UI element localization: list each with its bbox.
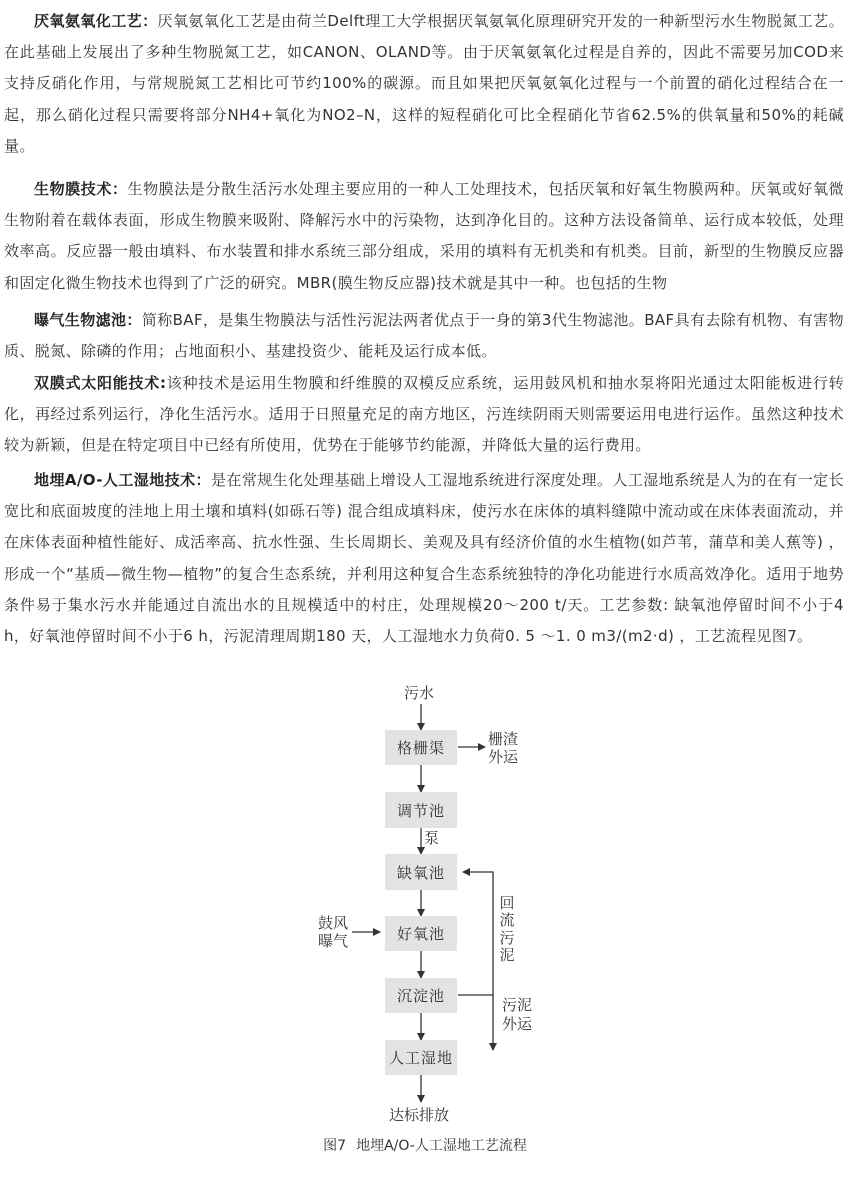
figure-number: 图7 <box>323 1138 347 1154</box>
paragraph-body: 生物膜法是分散生活污水处理主要应用的一种人工处理技术，包括厌氧和好氧生物膜两种。厌氧或好氧微生物附着在载体表面，形成生物膜来吸附、降解污水中的污染物，达到净化目的。这种方法设备简单、运行成本较低，处理效率高。反应器一般由填料、布水装置和排水系统三部分组成，采用的填料有无机类和有机类。目前，新型的生物膜反应器和固定化微生物技术也得到了广泛的研究。MBR(膜生物反应器)技术就是其中一种。也包括的生物 <box>4 180 844 292</box>
paragraph-biofilm <box>4 174 844 299</box>
paragraph-anammox <box>4 6 844 162</box>
arrow-return-sludge <box>458 872 493 995</box>
box-sedimentation-tank: 沉淀池 <box>385 978 457 1013</box>
blower-label-1: 鼓风 <box>318 914 349 932</box>
flow-input-label: 污水 <box>404 684 435 702</box>
figure-caption <box>0 1135 850 1155</box>
paragraph-body: 厌氧氨氧化工艺是由荷兰Delft理工大学根据厌氧氨氧化原理研究开发的一种新型污水生物脱氮工艺。在此基础上发展出了多种生物脱氮工艺，如CANON、OLAND等。由于厌氧氨氧化过程是自养的，因此不需要另加COD来支持反硝化作用，与常规脱氮工艺相比可节约100%的碳源。而且如果把厌氧氨氧化过程与一个前置的硝化过程结合在一起，那么硝化过程只需要将部分NH4+氧化为NO2–N，这样的短程硝化可比全程硝化节省62.5%的供氧量和50%的耗碱量。 <box>4 12 844 155</box>
box-grille-channel: 格栅渠 <box>385 730 457 765</box>
paragraph-heading: 厌氧氨氧化工艺： <box>34 12 158 30</box>
paragraph-heading: 曝气生物滤池： <box>34 311 142 329</box>
process-flowchart <box>0 680 850 1160</box>
paragraph-body: 是在常规生化处理基础上增设人工湿地系统进行深度处理。人工湿地系统是人为的在有一定长宽比和底面坡度的洼地上用土壤和填料(如砾石等) 混合组成填料床，使污水在床体的填料缝隙中流动或在床体表面流动，并在床体表面种植性能好、成活率高、抗水性强、生长周期长、美观及具有经济价值的水生植物(如芦苇，蒲草和美人蕉等) ，形成一个“基质—微生物—植物”的复合生态系统，并利用这种复合生态系统独特的净化功能进行水质高效净化。适用于地势条件易于集水污水并能通过自流出水的且规模适中的村庄，处理规模20～200 t/天。工艺参数: 缺氧池停留时间不小于4 h，好氧池停留时间不小于6 h，污泥清理周期180 天，人工湿地水力负荷0. 5 ～1. 0 m3/(m2·d) ，工艺流程见图7。 <box>4 471 844 646</box>
paragraph-body: 该种技术是运用生物膜和纤维膜的双模反应系统，运用鼓风机和抽水泵将阳光通过太阳能板进行转化，再经过系列运行，净化生活污水。适用于日照量充足的南方地区，污连续阴雨天则需要运用电进行运作。虽然这种技术较为新颖，但是在特定项目中已经有所使用，优势在于能够节约能源，并降低大量的运行费用。 <box>4 374 844 455</box>
paragraph-heading: 双膜式太阳能技术: <box>34 374 167 392</box>
box-aerobic-tank: 好氧池 <box>385 916 457 951</box>
return-sludge-char-4: 泥 <box>499 946 515 964</box>
figure-title: 地埋A/O-人工湿地工艺流程 <box>356 1138 527 1154</box>
paragraph-heading: 生物膜技术： <box>34 180 128 198</box>
flow-output-label: 达标排放 <box>389 1106 450 1124</box>
sludge-out-label-2: 外运 <box>502 1015 533 1033</box>
paragraph-body: 简称BAF，是集生物膜法与活性污泥法两者优点于一身的第3代生物滤池。BAF具有去除有机物、有害物质、脱氮、除磷的作用；占地面积小、基建投资少、能耗及运行成本低。 <box>4 311 844 361</box>
box-anoxic-tank: 缺氧池 <box>385 854 457 890</box>
return-sludge-char-1: 回 <box>499 894 515 912</box>
blower-label-2: 曝气 <box>318 932 349 950</box>
return-sludge-char-3: 污 <box>499 929 515 947</box>
screen-waste-label-2: 外运 <box>488 748 519 766</box>
box-constructed-wetland: 人工湿地 <box>385 1040 457 1075</box>
sludge-out-label-1: 污泥 <box>502 996 533 1014</box>
paragraph-solar <box>4 368 844 462</box>
pump-label: 泵 <box>424 829 440 847</box>
paragraph-ao-wetland <box>4 465 844 652</box>
screen-waste-label-1: 栅渣 <box>488 730 519 748</box>
paragraph-heading: 地埋A/O-人工湿地技术： <box>34 471 211 489</box>
paragraph-baf <box>4 305 844 367</box>
box-equalization-tank: 调节池 <box>385 792 457 828</box>
return-sludge-char-2: 流 <box>499 911 515 929</box>
